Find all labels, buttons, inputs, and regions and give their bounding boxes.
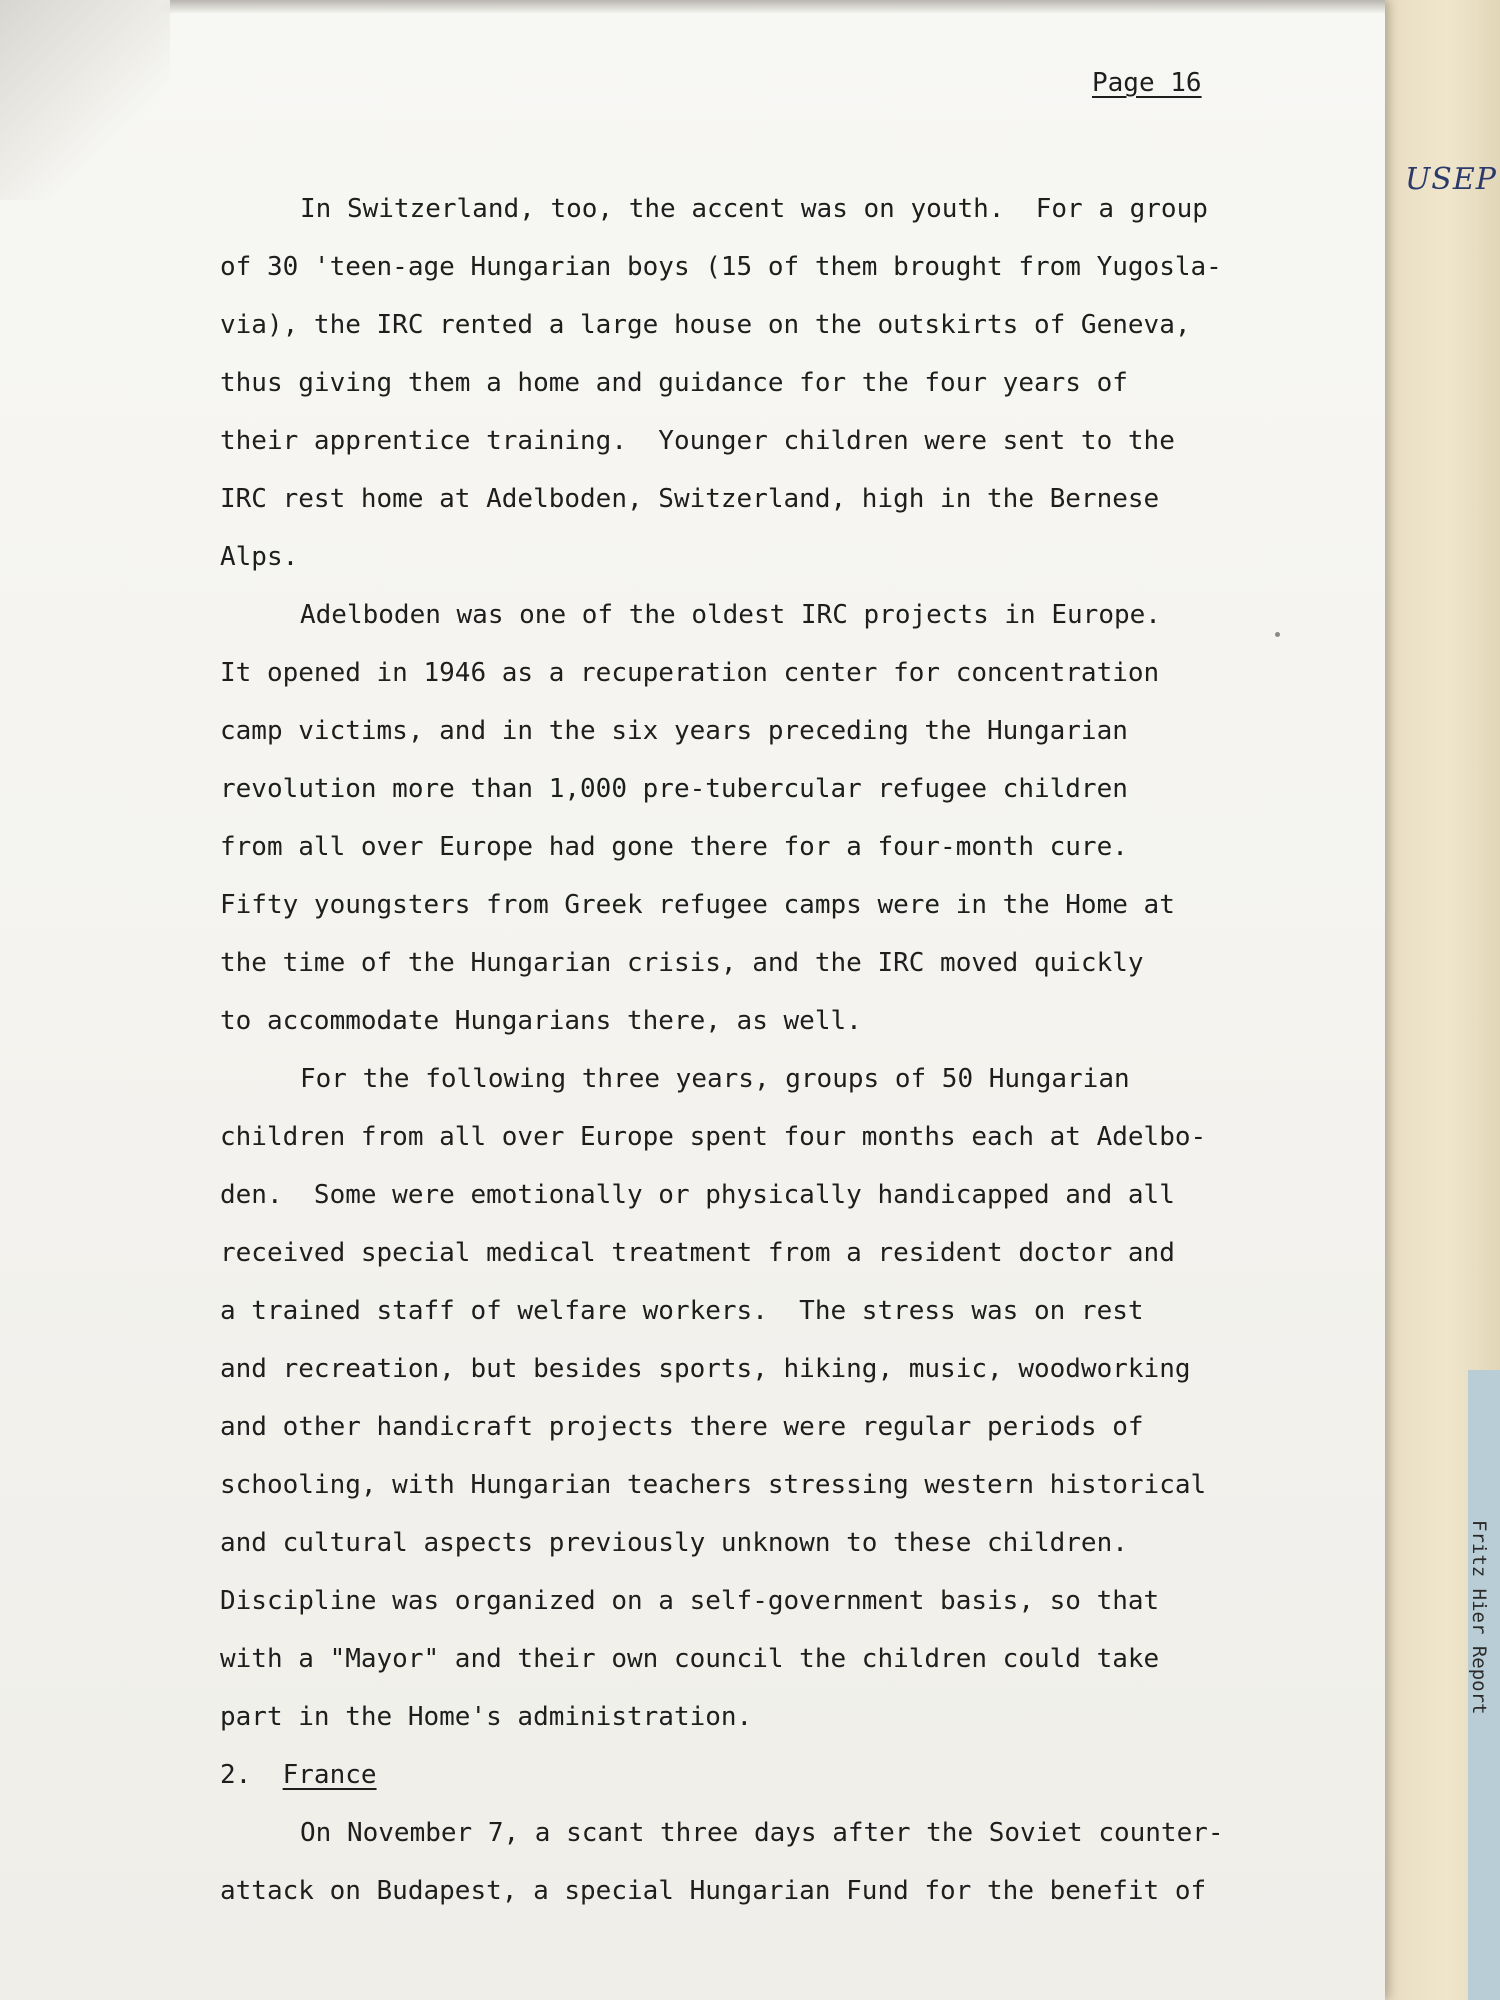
text-line: of 30 'teen-age Hungarian boys (15 of them brought from Yugosla-: [220, 252, 1222, 282]
text-line: children from all over Europe spent four months each at Adelbo-: [220, 1122, 1207, 1152]
text-line: Discipline was organized on a self-government basis, so that: [220, 1586, 1160, 1616]
text-line: IRC rest home at Adelboden, Switzerland, high in the Bernese: [220, 484, 1160, 514]
text-line: attack on Budapest, a special Hungarian Fund for the benefit of: [220, 1876, 1207, 1906]
text-line: part in the Home's administration.: [220, 1702, 753, 1732]
text-line: and recreation, but besides sports, hiking, music, woodworking: [220, 1354, 1191, 1384]
text-line: to accommodate Hungarians there, as well.: [220, 1006, 862, 1036]
folder-label-text: Fritz Hier Report: [1468, 1520, 1490, 1715]
text-line: Alps.: [220, 542, 299, 572]
text-line: via), the IRC rented a large house on the outskirts of Geneva,: [220, 310, 1191, 340]
text-line: the time of the Hungarian crisis, and the IRC moved quickly: [220, 948, 1144, 978]
paragraph-france: [220, 1804, 1320, 1920]
text-line: Adelboden was one of the oldest IRC projects in Europe.: [300, 600, 1161, 630]
paragraph-adelboden: [220, 586, 1320, 1050]
body-text: [220, 180, 1320, 1920]
text-line: received special medical treatment from a resident doctor and: [220, 1238, 1175, 1268]
text-line: Fifty youngsters from Greek refugee camps were in the Home at: [220, 890, 1175, 920]
handwritten-margin-note: USEP: [1405, 162, 1497, 197]
text-line: and cultural aspects previously unknown to these children.: [220, 1528, 1128, 1558]
page-curl: [0, 0, 170, 200]
folder-label: [1458, 1520, 1498, 1780]
text-line: On November 7, a scant three days after the Soviet counter-: [300, 1818, 1224, 1848]
text-line: a trained staff of welfare workers. The stress was on rest: [220, 1296, 1144, 1326]
text-line: schooling, with Hungarian teachers stressing western historical: [220, 1470, 1207, 1500]
page-number: Page 16: [1092, 68, 1202, 98]
text-line: den. Some were emotionally or physically handicapped and all: [220, 1180, 1175, 1210]
paragraph-following-years: [220, 1050, 1320, 1746]
section-number: 2.: [220, 1760, 252, 1790]
text-line: revolution more than 1,000 pre-tubercular refugee children: [220, 774, 1128, 804]
text-line: from all over Europe had gone there for a four-month cure.: [220, 832, 1128, 862]
text-line: In Switzerland, too, the accent was on youth. For a group: [300, 194, 1208, 224]
text-line: and other handicraft projects there were regular periods of: [220, 1412, 1144, 1442]
page-edge-shadow: [0, 0, 1385, 14]
text-line: their apprentice training. Younger children were sent to the: [220, 426, 1175, 456]
section-heading-france: [220, 1746, 1320, 1804]
section-title: France: [282, 1760, 377, 1790]
text-line: It opened in 1946 as a recuperation center for concentration: [220, 658, 1160, 688]
paper-speck: [1275, 632, 1280, 637]
text-line: with a "Mayor" and their own council the children could take: [220, 1644, 1160, 1674]
paragraph-switzerland: [220, 180, 1320, 586]
text-line: camp victims, and in the six years preceding the Hungarian: [220, 716, 1128, 746]
text-line: For the following three years, groups of 50 Hungarian: [300, 1064, 1130, 1094]
text-line: thus giving them a home and guidance for the four years of: [220, 368, 1128, 398]
